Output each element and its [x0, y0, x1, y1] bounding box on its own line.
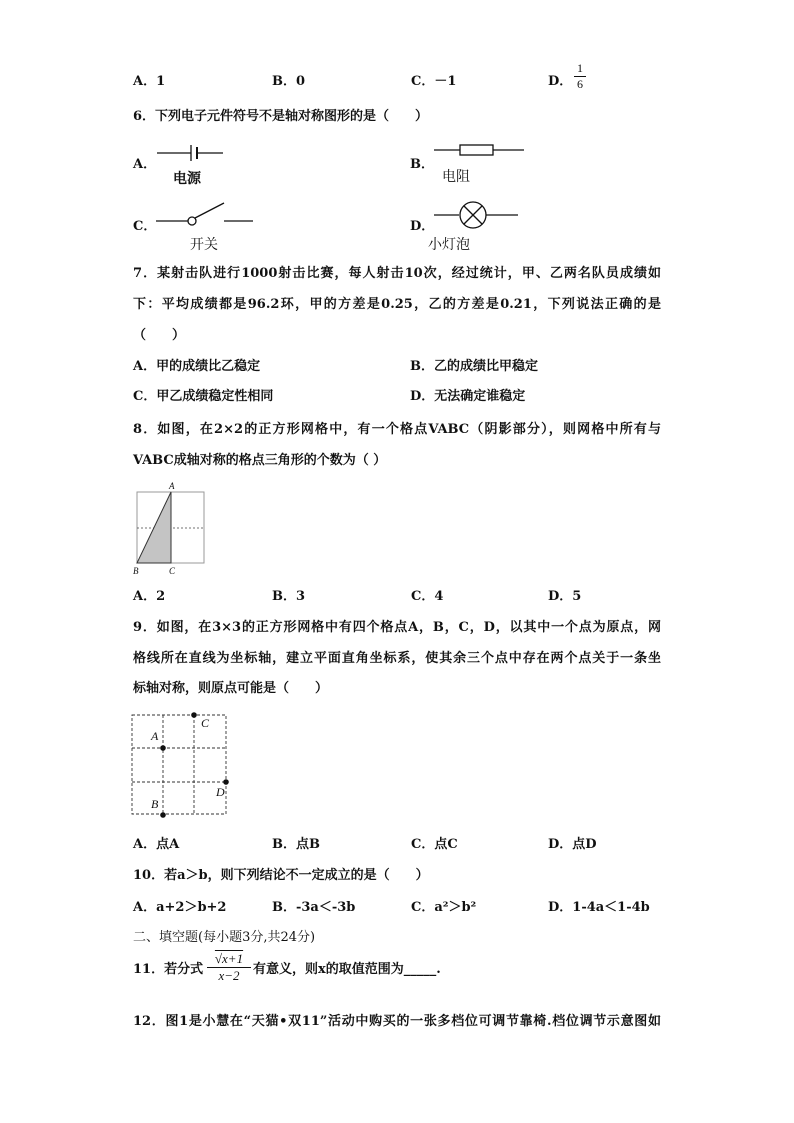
- q5-option-d: D．: [548, 74, 573, 89]
- q12-stem-line1: 12．图1是小慧在“天猫•双11”活动中购买的一张多档位可调节靠椅.档位调节示意图如: [133, 1014, 661, 1029]
- q8-stem-line1: 8．如图，在2×2的正方形网格中，有一个格点VABC（阴影部分），则网格中所有与: [133, 422, 661, 437]
- lamp-symbol-icon: [434, 200, 520, 230]
- q9-stem-line3: 标轴对称，则原点可能是（ ）: [133, 681, 329, 696]
- q9-label-a: A: [151, 729, 159, 743]
- q7-answer-blank: （ ）: [133, 328, 186, 343]
- q5-option-d-fraction: [574, 61, 586, 92]
- q7-option-c: C．甲乙成绩稳定性相同: [133, 389, 274, 404]
- q9-option-b: B．点B: [272, 837, 320, 852]
- q6-option-c-caption: 开关: [190, 237, 218, 253]
- point-c: [191, 712, 197, 718]
- numerator: 1: [577, 61, 583, 75]
- q11-prefix: 11．若分式: [133, 962, 204, 977]
- q9-grid-figure: [130, 710, 234, 820]
- q8-grid-figure: [130, 485, 215, 570]
- q8-label-c: C: [169, 566, 176, 576]
- q8-label-b: B: [133, 566, 139, 576]
- q10-option-c: C．a²＞b²: [411, 900, 477, 915]
- q6-option-d-caption: 小灯泡: [428, 237, 470, 253]
- q8-option-b: B．3: [272, 589, 306, 604]
- q9-label-b: B: [151, 797, 159, 811]
- battery-symbol-icon: [155, 143, 225, 163]
- denominator: x−2: [207, 967, 251, 984]
- q7-option-a: A．甲的成绩比乙稳定: [133, 359, 261, 374]
- q9-option-a: A．点A: [133, 837, 180, 852]
- point-b: [160, 812, 166, 818]
- point-a: [160, 745, 166, 751]
- q9-label-c: C: [201, 716, 210, 730]
- q6-option-a-caption: 电源: [173, 171, 201, 187]
- q6-option-b-caption: 电阻: [442, 169, 470, 185]
- q8-option-d: D．5: [548, 589, 582, 604]
- numerator: √x+1: [214, 951, 244, 966]
- q8-option-a: A．2: [133, 589, 166, 604]
- resistor-symbol-icon: [434, 142, 526, 158]
- q8-option-c: C．4: [411, 589, 444, 604]
- q6-option-a-letter: A．: [133, 157, 157, 172]
- q7-option-d: D．无法确定谁稳定: [410, 389, 526, 404]
- q9-option-d: D．点D: [548, 837, 597, 852]
- q6-option-b-letter: B．: [410, 157, 434, 172]
- q5-option-c: C．－1: [411, 74, 457, 89]
- q6-option-d-letter: D．: [410, 219, 435, 234]
- switch-symbol-icon: [156, 200, 256, 230]
- section-heading: 二、填空题(每小题3分,共24分): [133, 930, 316, 945]
- q5-option-b: B．0: [272, 74, 306, 89]
- point-d: [223, 779, 229, 785]
- q9-stem-line1: 9．如图，在3×3的正方形网格中有四个格点A，B，C，D，以其中一个点为原点，网: [133, 620, 661, 635]
- q9-label-d: D: [216, 785, 225, 799]
- q10-option-a: A．a+2＞b+2: [133, 900, 227, 915]
- q5-option-a: A．1: [133, 74, 166, 89]
- q7-stem-line1: 7．某射击队进行1000射击比赛，每人射击10次，经过统计，甲、乙两名队员成绩如: [133, 266, 661, 281]
- q11-fraction: [207, 951, 251, 984]
- q8-label-a: A: [169, 481, 175, 491]
- q9-option-c: C．点C: [411, 837, 458, 852]
- q10-option-b: B．-3a＜-3b: [272, 900, 356, 915]
- q7-stem-line2: 下：平均成绩都是96.2环，甲的方差是0.25，乙的方差是0.21，下列说法正确的是: [133, 297, 661, 312]
- q10-option-d: D．1-4a＜1-4b: [548, 900, 650, 915]
- q8-stem-line2: VABC成轴对称的格点三角形的个数为（ ）: [133, 453, 387, 468]
- q6-option-c-letter: C．: [133, 219, 157, 234]
- q11-suffix: 有意义，则x的取值范围为_____.: [253, 962, 441, 977]
- q6-stem: 6．下列电子元件符号不是轴对称图形的是（ ）: [133, 109, 429, 124]
- q7-option-b: B．乙的成绩比甲稳定: [410, 359, 538, 374]
- shaded-triangle-abc: [137, 492, 171, 563]
- q9-stem-line2: 格线所在直线为坐标轴，建立平面直角坐标系，使其余三个点中存在两个点关于一条坐: [133, 651, 661, 666]
- q10-stem: 10．若a＞b，则下列结论不一定成立的是（ ）: [133, 868, 429, 883]
- denominator: 6: [574, 76, 586, 92]
